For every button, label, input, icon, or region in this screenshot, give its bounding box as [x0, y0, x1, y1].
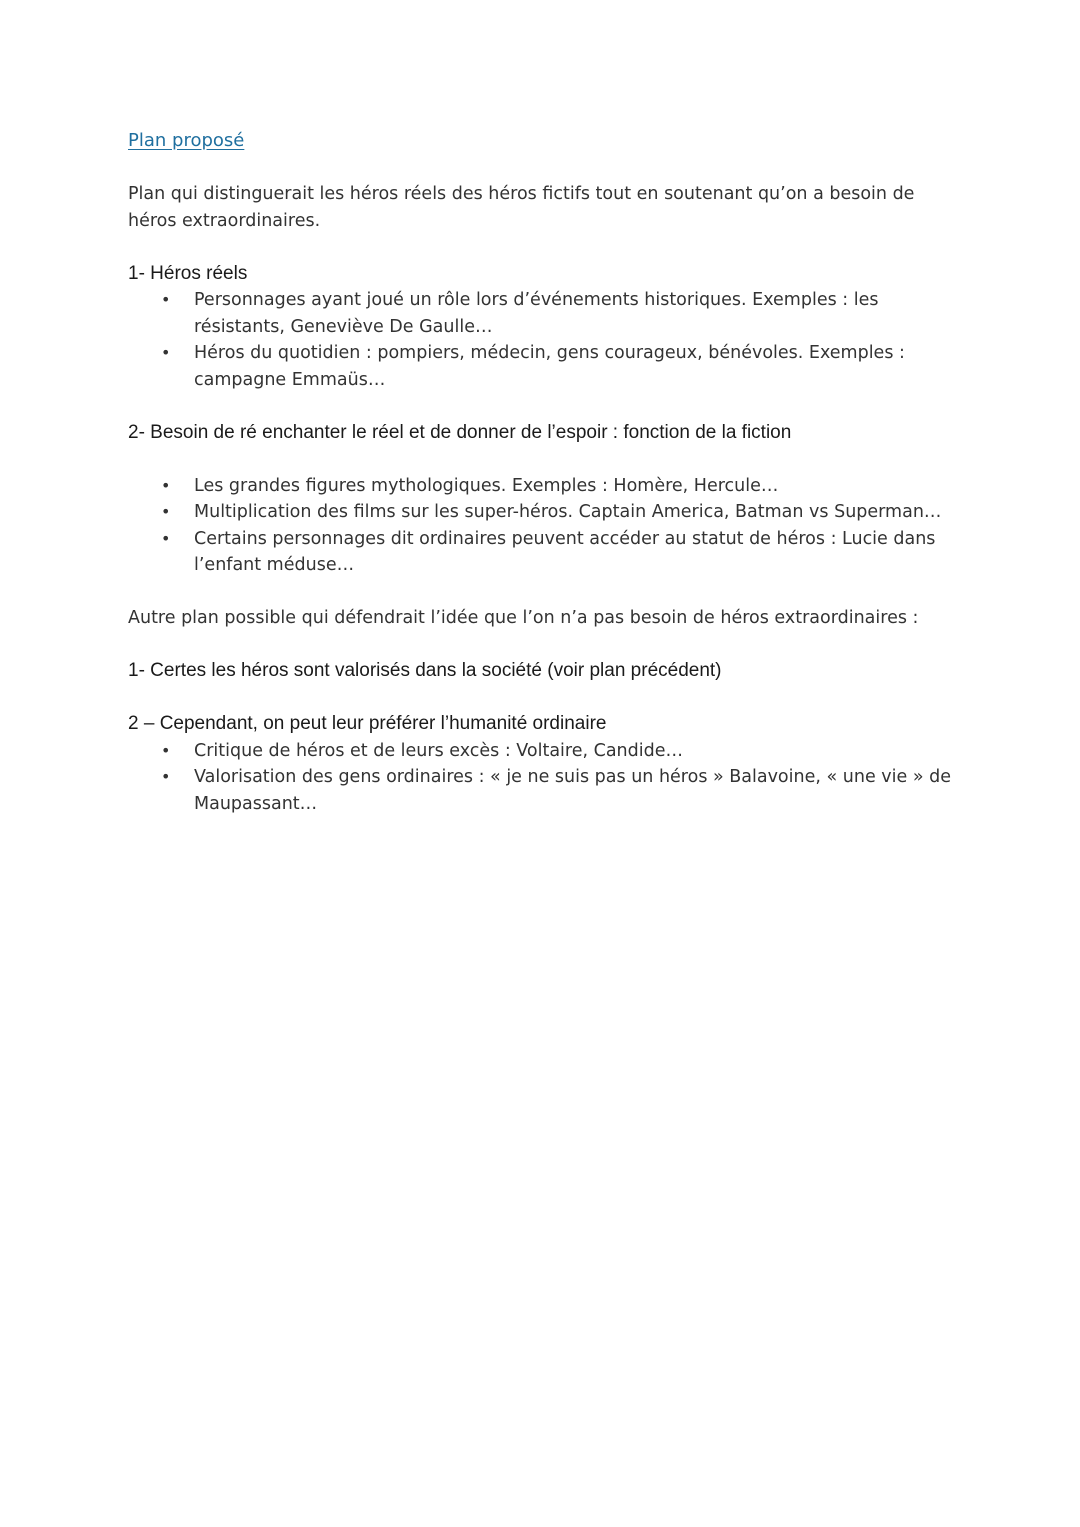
- bullet-icon: •: [161, 343, 171, 362]
- list-item-line: Maupassant…: [194, 793, 318, 814]
- list-item: [128, 738, 958, 765]
- intro-line-1: Plan qui distinguerait les héros réels des héros fictifs tout en soutenant qu’on a besoin de: [128, 184, 915, 204]
- alt-section-2-list: [128, 738, 958, 818]
- bullet-icon: •: [161, 502, 171, 521]
- document-body: [128, 128, 958, 817]
- list-item: [128, 764, 958, 817]
- section-1-heading: 1- Héros réels: [128, 262, 248, 284]
- section-2-list: [128, 473, 958, 579]
- list-item-line: Les grandes figures mythologiques. Exemples : Homère, Hercule…: [194, 475, 779, 496]
- list-item: [128, 526, 958, 579]
- section-1-list: [128, 287, 958, 393]
- list-item-line: Multiplication des films sur les super-héros. Captain America, Batman vs Superman…: [194, 502, 942, 522]
- plan-title-link[interactable]: Plan proposé: [128, 130, 245, 151]
- list-item-line: Critique de héros et de leurs excès : Voltaire, Candide…: [194, 740, 683, 761]
- list-item-line: campagne Emmaüs…: [194, 369, 386, 390]
- alt-section-2-heading: 2 – Cependant, on peut leur préférer l’humanité ordinaire: [128, 713, 607, 734]
- bullet-icon: •: [161, 767, 171, 786]
- list-item-line: Personnages ayant joué un rôle lors d’événements historiques. Exemples : les: [194, 290, 879, 310]
- spacer: [128, 632, 958, 659]
- list-item: [128, 473, 958, 500]
- spacer: [128, 446, 958, 473]
- alt-plan-intro: Autre plan possible qui défendrait l’idée que l’on n’a pas besoin de héros extraordinaires :: [128, 608, 919, 628]
- section-2-heading: 2- Besoin de ré enchanter le réel et de donner de l’espoir : fonction de la fiction: [128, 421, 792, 443]
- list-item: [128, 340, 958, 393]
- list-item-line: l’enfant méduse…: [194, 555, 355, 575]
- spacer: [128, 685, 958, 712]
- bullet-icon: •: [161, 475, 171, 495]
- bullet-icon: •: [161, 740, 171, 760]
- bullet-icon: •: [161, 528, 171, 548]
- bullet-icon: •: [161, 290, 171, 309]
- list-item-line: résistants, Geneviève De Gaulle…: [194, 316, 493, 337]
- alt-section-1-heading: 1- Certes les héros sont valorisés dans la société (voir plan précédent): [128, 660, 722, 681]
- spacer: [128, 234, 958, 261]
- spacer: [128, 579, 958, 606]
- list-item-line: Héros du quotidien : pompiers, médecin, gens courageux, bénévoles. Exemples :: [194, 343, 905, 363]
- intro-line-2: héros extraordinaires.: [128, 210, 321, 231]
- list-item: [128, 287, 958, 340]
- spacer: [128, 393, 958, 420]
- plan-title-line: [128, 128, 958, 155]
- spacer: [128, 155, 958, 182]
- list-item-line: Certains personnages dit ordinaires peuvent accéder au statut de héros : Lucie dans: [194, 528, 936, 549]
- list-item: [128, 499, 958, 526]
- list-item-line: Valorisation des gens ordinaires : « je ne suis pas un héros » Balavoine, « une vie » de: [194, 767, 951, 787]
